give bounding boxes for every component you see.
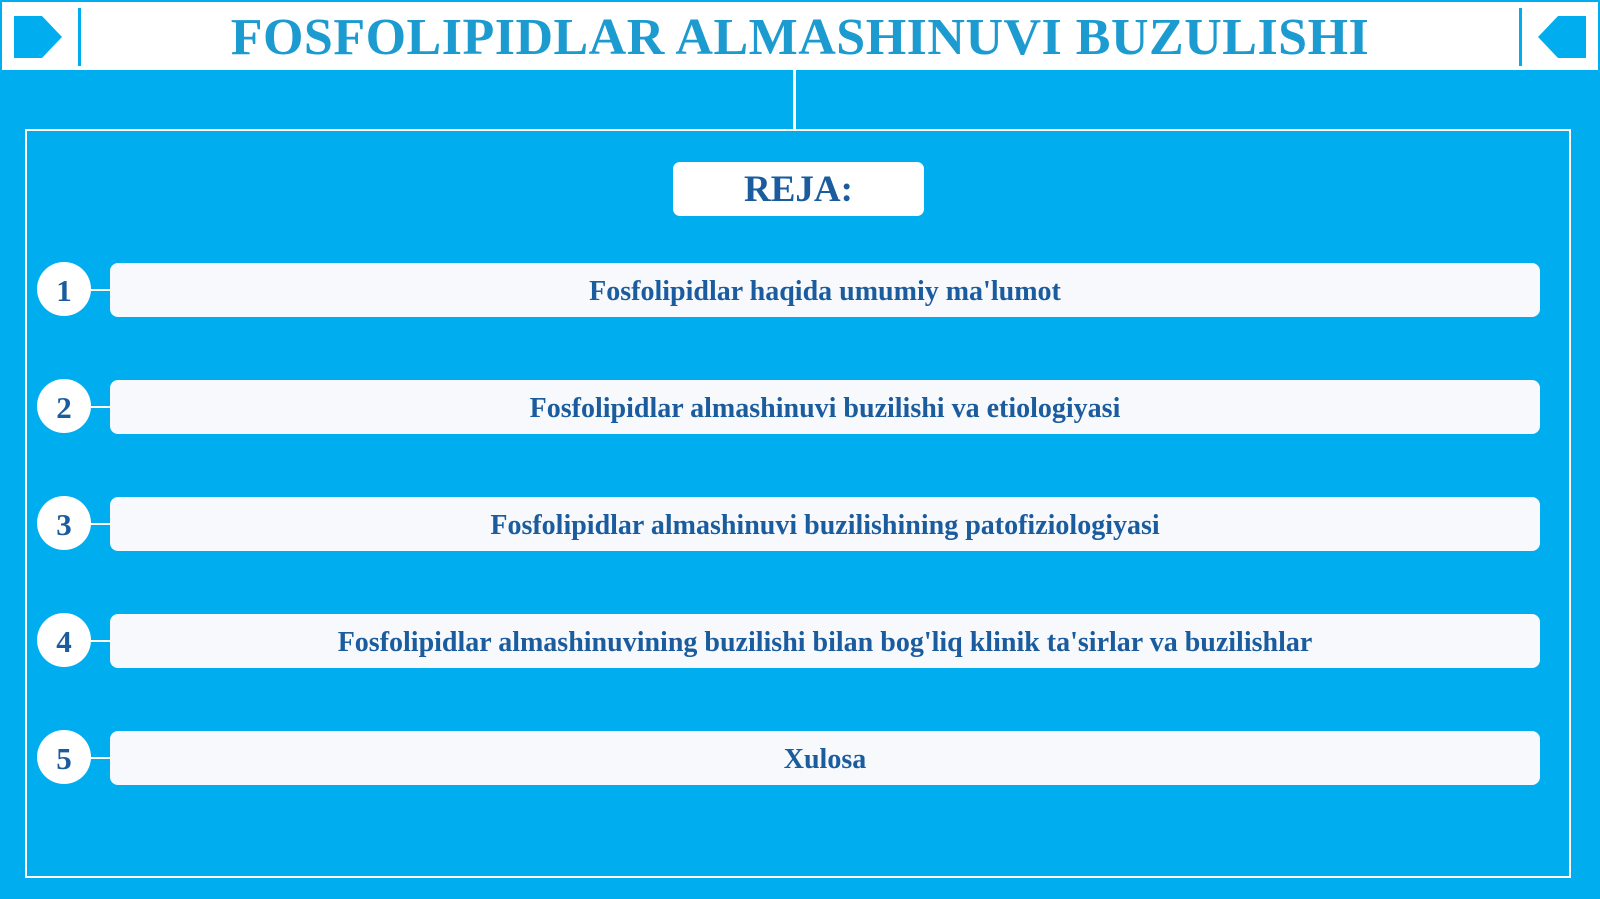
item-connector <box>91 757 111 759</box>
item-label: Fosfolipidlar almashinuvi buzilishi va etiologiyasi <box>110 380 1540 434</box>
item-connector <box>91 406 111 408</box>
plan-item-3 <box>37 496 1541 552</box>
item-connector <box>91 289 111 291</box>
plan-item-2 <box>37 379 1541 435</box>
title-connector-line <box>793 70 796 130</box>
page-title: FOSFOLIPIDLAR ALMASHINUVI BUZULISHI <box>230 9 1370 66</box>
item-number-badge: 2 <box>37 379 91 433</box>
item-label: Xulosa <box>110 731 1540 785</box>
item-connector <box>91 640 111 642</box>
item-label: Fosfolipidlar almashinuvi buzilishining patofiziologiyasi <box>110 497 1540 551</box>
item-label: Fosfolipidlar haqida umumiy ma'lumot <box>110 263 1540 317</box>
plan-item-5 <box>37 730 1541 786</box>
item-number-badge: 1 <box>37 262 91 316</box>
header-divider-right <box>1519 8 1522 66</box>
plan-title: REJA: <box>673 162 924 216</box>
arrow-left-icon <box>1538 16 1586 58</box>
item-number-badge: 3 <box>37 496 91 550</box>
item-number-badge: 5 <box>37 730 91 784</box>
item-number-badge: 4 <box>37 613 91 667</box>
item-label: Fosfolipidlar almashinuvining buzilishi bilan bog'liq klinik ta'sirlar va buzilishlar <box>110 614 1540 668</box>
header-bar <box>0 0 1600 72</box>
item-connector <box>91 523 111 525</box>
plan-item-4 <box>37 613 1541 669</box>
plan-item-1 <box>37 262 1541 318</box>
